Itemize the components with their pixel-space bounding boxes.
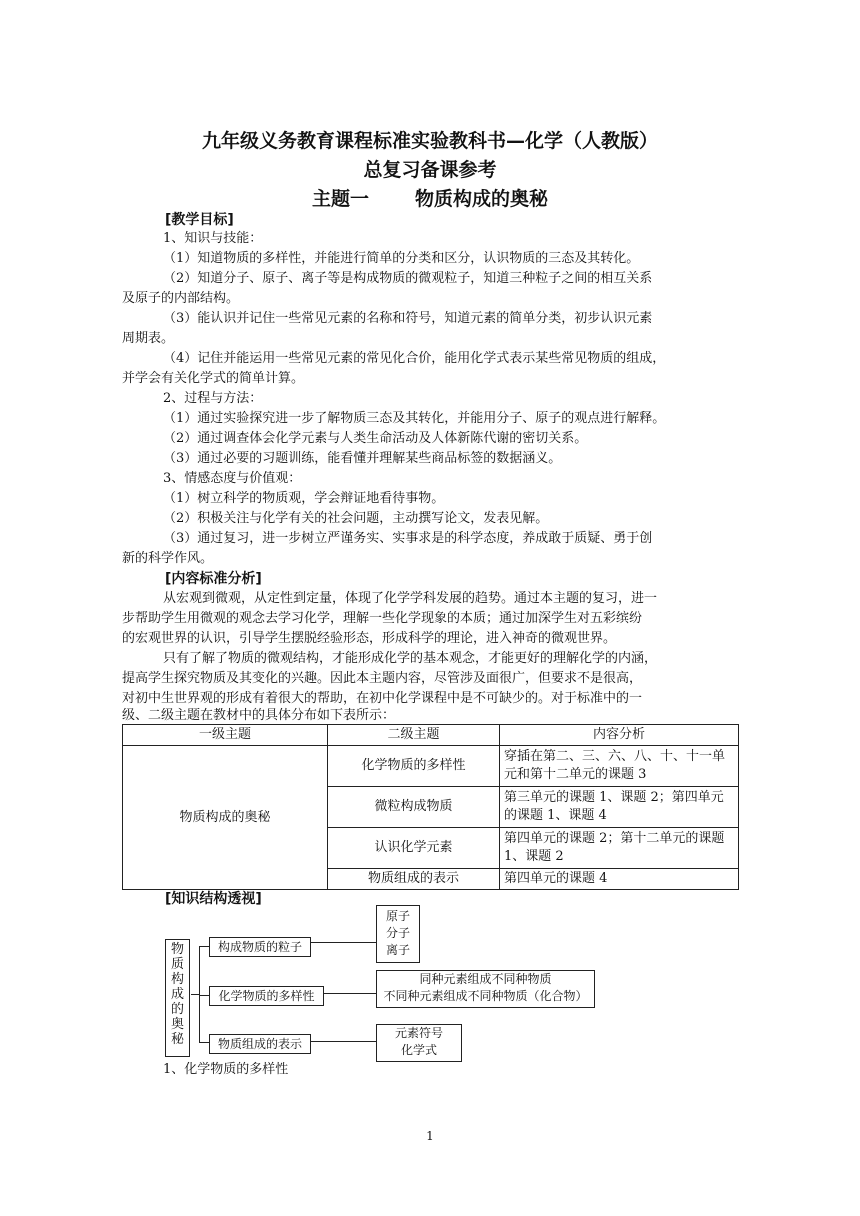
objective-emotion-3a: （3）通过复习，进一步树立严谨务实、实事求是的科学态度，养成敢于质疑、勇于创: [163, 531, 653, 546]
table-cell-content: 穿插在第二、三、六、八、十、十一单元和第十二单元的课题 3: [500, 746, 739, 787]
table-cell-content: 第四单元的课题 4: [500, 869, 739, 890]
objective-section-2: 2、过程与方法：: [163, 391, 263, 406]
root-char: 的: [170, 1002, 184, 1017]
leaf-different-element: 不同种元素组成不同种物质（化合物）: [383, 989, 588, 1003]
structure-connector: [310, 1041, 376, 1042]
topic-distribution-table: [122, 724, 739, 890]
objective-knowledge-4a: （4）记住并能运用一些常见元素的常见化合价，能用化学式表示某些常见物质的组成，: [163, 351, 666, 366]
analysis-para1-line2: 步帮助学生用微观的观念去学习化学，理解一些化学现象的本质；通过加深学生对五彩缤纷: [122, 611, 643, 626]
table-cell-level2: 认识化学元素: [328, 828, 500, 869]
objective-knowledge-2b: 及原子的内部结构。: [122, 291, 240, 306]
leaf-atom: 原子: [385, 909, 410, 923]
root-char: 构: [170, 972, 184, 987]
table-header-cell: 内容分析: [500, 725, 739, 746]
objective-knowledge-2a: （2）知道分子、原子、离子等是构成物质的微观粒子，知道三种粒子之间的相互关系: [163, 271, 653, 286]
analysis-para1-line1: 从宏观到微观，从定性到定量，体现了化学学科发展的趋势。通过本主题的复习，进一: [163, 591, 658, 606]
branch-representation-box: 物质组成的表示: [209, 1034, 311, 1054]
objective-knowledge-3b: 周期表。: [122, 331, 175, 346]
table-cell-content: 第四单元的课题 2；第十二单元的课题 1、课题 2: [500, 828, 739, 869]
branch-particles-box: 构成物质的粒子: [209, 937, 311, 957]
topic-name: 物质构成的奥秘: [415, 188, 549, 210]
analysis-para2-line2: 提高学生探究物质及其变化的兴趣。因此本主题内容，尽管涉及面很广，但要求不是很高，: [122, 671, 643, 686]
root-char: 奥: [170, 1017, 184, 1032]
objective-knowledge-1: （1）知道物质的多样性，并能进行简单的分类和区分，认识物质的三态及其转化。: [163, 251, 640, 266]
topic-title: [0, 184, 860, 211]
objective-knowledge-3a: （3）能认识并记住一些常见元素的名称和符号，知道元素的简单分类，初步认识元素: [163, 311, 653, 326]
table-cell-level1: 物质构成的奥秘: [123, 746, 328, 890]
table-cell-level2: 化学物质的多样性: [328, 746, 500, 787]
analysis-para2-line3: 对初中生世界观的形成有着很大的帮助，在初中化学课程中是不可缺少的。对于标准中的一: [122, 691, 643, 706]
document-subtitle: 总复习备课参考: [363, 159, 497, 181]
structure-heading: [知识结构透视]: [165, 891, 262, 907]
objective-emotion-2: （2）积极关注与化学有关的社会问题，主动撰写论文，发表见解。: [163, 511, 549, 526]
root-char: 秘: [170, 1032, 184, 1047]
structure-connector: [199, 946, 209, 947]
analysis-para2-line4: 级、二级主题在教材中的具体分布如下表所示：: [122, 708, 396, 723]
root-char: 成: [170, 987, 184, 1002]
table-header-cell: 一级主题: [123, 725, 328, 746]
table-header-cell: 二级主题: [328, 725, 500, 746]
analysis-heading: [内容标准分析]: [165, 571, 262, 587]
objective-section-3: 3、情感态度与价值观：: [163, 471, 302, 486]
leaf-chemical-formula: 化学式: [400, 1043, 437, 1057]
objective-process-3: （3）通过必要的习题训练，能看懂并理解某些商品标签的数据涵义。: [163, 451, 562, 466]
structure-connector: [323, 993, 376, 994]
table-header-row: [123, 725, 739, 746]
leaf-molecule: 分子: [385, 926, 410, 940]
table-row: [123, 746, 739, 787]
table-cell-content: 第三单元的课题 1、课题 2；第四单元的课题 1、课题 4: [500, 787, 739, 828]
root-char: 物: [170, 942, 184, 957]
leaf-ion: 离子: [385, 943, 410, 957]
objective-emotion-3b: 新的科学作风。: [122, 551, 214, 566]
structure-connector: [199, 1042, 209, 1043]
leaf-same-element: 同种元素组成不同种物质: [419, 972, 552, 986]
structure-bracket: [199, 946, 200, 1042]
structure-root-box: [165, 939, 190, 1057]
objective-emotion-1: （1）树立科学的物质观，学会辩证地看待事物。: [163, 491, 445, 506]
structure-connector: [199, 995, 209, 996]
objective-knowledge-4b: 并学会有关化学式的简单计算。: [122, 371, 305, 386]
table-cell-level2: 物质组成的表示: [328, 869, 500, 890]
analysis-para1-line3: 的宏观世界的认识，引导学生摆脱经验形态，形成科学的理论，进入神奇的微观世界。: [122, 631, 617, 646]
leaf-element-symbol: 元素符号: [394, 1026, 443, 1040]
document-title: 九年级义务教育课程标准实验教科书—化学（人教版）: [201, 130, 658, 152]
topic-number: 主题一: [311, 188, 369, 210]
subsection-heading: 1、化学物质的多样性: [163, 1062, 289, 1077]
objective-process-2: （2）通过调查体会化学元素与人类生命活动及人体新陈代谢的密切关系。: [163, 431, 588, 446]
root-char: 质: [170, 957, 184, 972]
analysis-para2-line1: 只有了解了物质的微观结构，才能形成化学的基本观念，才能更好的理解化学的内涵，: [163, 651, 658, 666]
objectives-heading: [教学目标]: [165, 212, 234, 228]
structure-connector: [191, 994, 199, 995]
branch-diversity-box: 化学物质的多样性: [209, 986, 324, 1006]
leaf-particles-box: [376, 905, 420, 963]
objective-section-1: 1、知识与技能：: [163, 231, 263, 246]
objective-process-1: （1）通过实验探究进一步了解物质三态及其转化，并能用分子、原子的观点进行解释。: [163, 411, 666, 426]
table-cell-level2: 微粒构成物质: [328, 787, 500, 828]
page-number: 1: [426, 1129, 434, 1143]
leaf-diversity-box: [376, 970, 595, 1008]
structure-connector: [310, 942, 376, 943]
leaf-representation-box: [376, 1024, 462, 1062]
